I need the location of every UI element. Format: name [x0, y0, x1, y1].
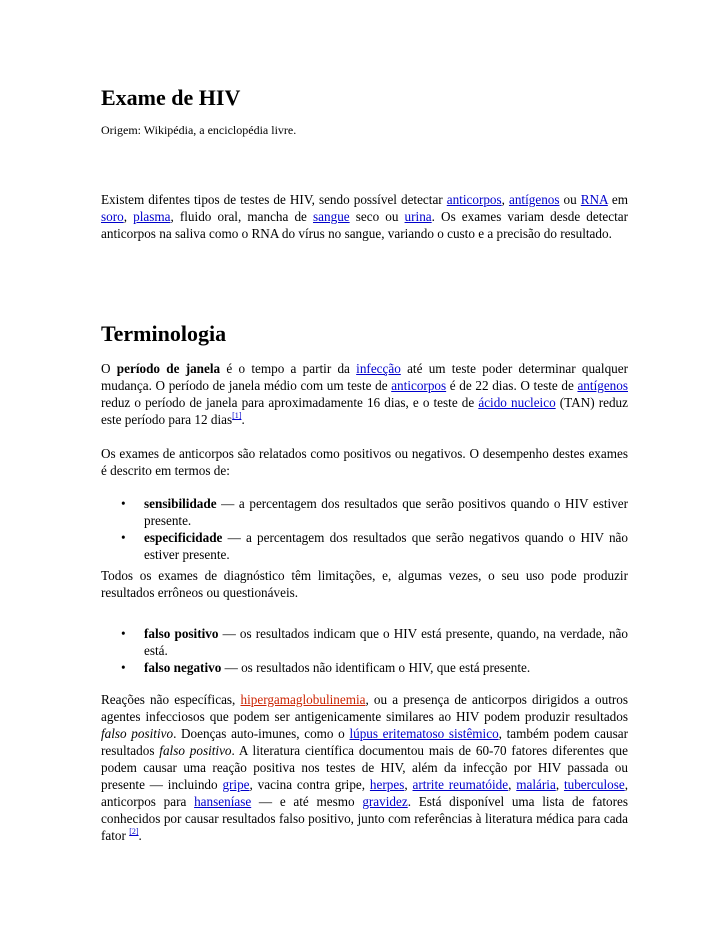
link-infeccao[interactable]: infecção	[356, 361, 401, 376]
section-heading-terminologia: Terminologia	[101, 321, 227, 346]
text: — os resultados não identificam o HIV, que está presente.	[221, 660, 531, 675]
text: em	[607, 192, 628, 207]
link-tuberculose[interactable]: tuberculose	[563, 777, 625, 792]
list-resultados	[101, 625, 628, 676]
text: . A literatura científica documentou mais de 60-70 fatores diferentes que podem causar uma reação positiva nos testes de HIV, além da infecção por HIV passada ou presente — incluindo	[101, 743, 628, 792]
paragraph-periodo-janela	[101, 360, 628, 428]
bold-term: falso positivo	[144, 626, 219, 641]
link-anticorpos[interactable]: anticorpos	[446, 192, 502, 207]
bold-term: especificidade	[144, 530, 223, 545]
bullet-icon: •	[121, 496, 126, 511]
text: . Doenças auto-imunes, como o	[173, 726, 350, 741]
text: — os resultados indicam que o HIV está presente, quando, na verdade, não está.	[144, 626, 629, 658]
text: ,	[501, 192, 509, 207]
text: ou	[559, 192, 581, 207]
list-item	[101, 625, 628, 659]
link-hanseniase[interactable]: hanseníase	[194, 794, 252, 809]
text: ,	[123, 209, 134, 224]
text: . Os exames variam desde detectar anticorpos na saliva como o RNA do vírus no sangue, variando o custo e a precisão do resultado.	[101, 209, 628, 241]
origin-line: Origem: Wikipédia, a enciclopédia livre.	[101, 123, 297, 137]
text: .	[241, 412, 245, 427]
text: — e até mesmo	[251, 794, 363, 809]
italic-term: falso positivo	[101, 726, 174, 741]
text: O	[101, 361, 117, 376]
link-antigenos-2[interactable]: antígenos	[577, 378, 628, 393]
bold-term: período de janela	[116, 361, 221, 376]
text: , anticorpos para	[101, 777, 629, 809]
list-item	[101, 659, 628, 676]
text: é de 22 dias. O teste de	[446, 378, 578, 393]
link-herpes[interactable]: herpes	[369, 777, 405, 792]
text: reduz o período de janela para aproximadamente 16 dias, e o teste de	[101, 395, 479, 410]
list-item	[101, 529, 628, 563]
text: — a percentagem dos resultados que serão positivos quando o HIV estiver presente.	[144, 496, 628, 528]
italic-term: falso positivo	[159, 743, 232, 758]
link-soro[interactable]: soro	[101, 209, 124, 224]
link-artrite-reumatoide[interactable]: artrite reumatóide	[412, 777, 509, 792]
bold-term: sensibilidade	[144, 496, 217, 511]
link-anticorpos-2[interactable]: anticorpos	[391, 378, 447, 393]
text: é o tempo a partir da	[220, 361, 357, 376]
text: , também podem causar resultados	[101, 726, 628, 758]
link-gravidez[interactable]: gravidez	[362, 794, 408, 809]
bullet-icon: •	[121, 660, 126, 675]
text: ,	[404, 777, 413, 792]
text: Existem difentes tipos de testes de HIV, sendo possível detectar	[101, 192, 447, 207]
paragraph-limitacoes: Todos os exames de diagnóstico têm limitações, e, algumas vezes, o seu uso pode produzir resultados errôneos ou questionáveis.	[101, 568, 628, 600]
text: ,	[508, 777, 517, 792]
bullet-icon: •	[121, 626, 126, 641]
link-lupus[interactable]: lúpus eritematoso sistêmico	[349, 726, 499, 741]
text: Reações não específicas,	[101, 692, 241, 707]
list-desempenho	[101, 495, 628, 563]
bold-term: falso negativo	[144, 660, 222, 675]
link-gripe[interactable]: gripe	[222, 777, 250, 792]
link-urina[interactable]: urina	[404, 209, 432, 224]
link-rna[interactable]: RNA	[580, 192, 608, 207]
text: (TAN) reduz este período para 12 dias	[101, 395, 628, 427]
text: seco ou	[349, 209, 405, 224]
bullet-icon: •	[121, 530, 126, 545]
link-hipergamaglobulinemia[interactable]: hipergamaglobulinemia	[240, 692, 366, 707]
page-title: Exame de HIV	[101, 85, 241, 110]
reference-2[interactable]: [2]	[129, 827, 139, 836]
intro-paragraph	[101, 191, 628, 242]
link-antigenos[interactable]: antígenos	[508, 192, 560, 207]
text: , fluido oral, mancha de	[170, 209, 314, 224]
link-sangue[interactable]: sangue	[313, 209, 350, 224]
text: até um teste poder determinar qualquer mudança. O período de janela médio com um teste de	[101, 361, 628, 393]
text: — a percentagem dos resultados que serão negativos quando o HIV não estiver presente.	[144, 530, 628, 562]
text: . Está disponível uma lista de fatores conhecidos por causar resultados falso positivo, junto com referências à literatura médica para cada fator	[101, 794, 628, 843]
list-item	[101, 495, 628, 529]
text: , ou a presença de anticorpos dirigidos a outros agentes infecciosos que podem ser antigenicamente similares ao HIV podem produzir resultados	[101, 692, 628, 724]
link-acido-nucleico[interactable]: ácido nucleico	[478, 395, 556, 410]
paragraph-reacoes	[101, 691, 628, 844]
text: ,	[555, 777, 564, 792]
link-plasma[interactable]: plasma	[133, 209, 171, 224]
text: .	[138, 828, 142, 843]
text: , vacina contra gripe,	[249, 777, 370, 792]
reference-1[interactable]: [1]	[232, 411, 242, 420]
link-malaria[interactable]: malária	[516, 777, 556, 792]
paragraph-anticorpos: Os exames de anticorpos são relatados como positivos ou negativos. O desempenho destes exames é descrito em termos de:	[101, 446, 628, 478]
